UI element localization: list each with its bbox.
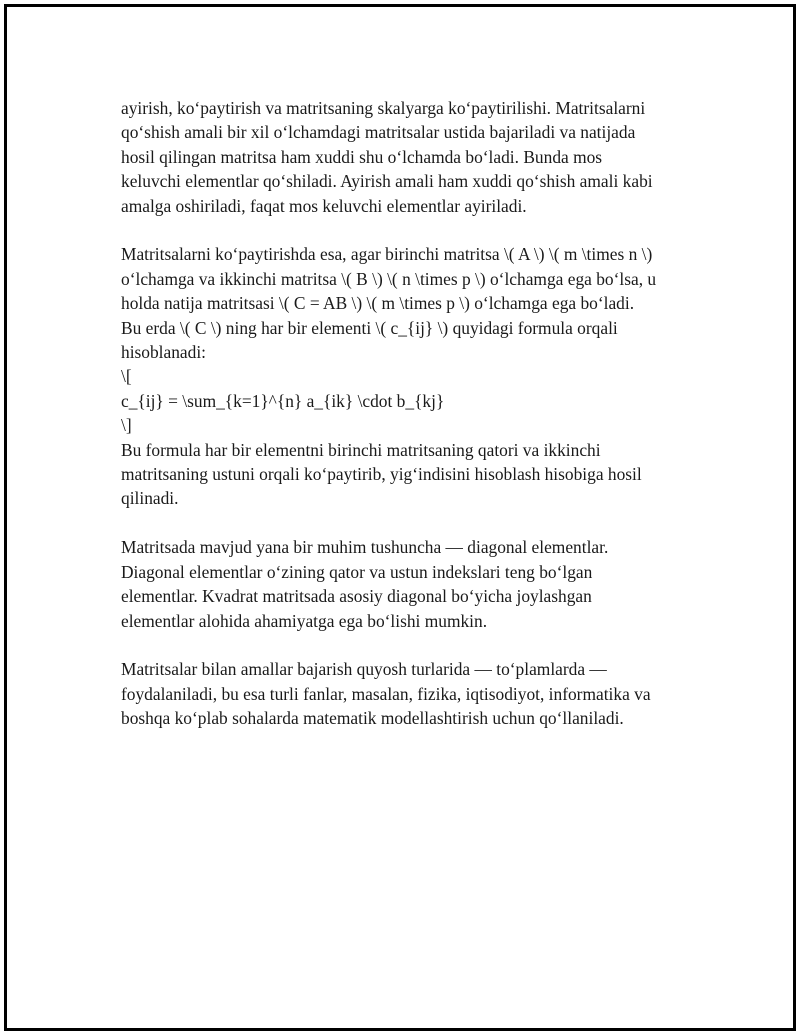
paragraph-applications bbox=[121, 657, 701, 730]
text-line: Diagonal elementlar o‘zining qator va ustun indekslari teng bo‘lgan bbox=[121, 561, 593, 582]
paragraph-matrix-multiplication bbox=[121, 242, 701, 510]
formula-close: \] bbox=[121, 415, 132, 436]
text-line: foydalaniladi, bu esa turli fanlar, masalan, fizika, iqtisodiyot, informatika va bbox=[121, 683, 651, 704]
text-line: holda natija matritsasi \( C = AB \) \( m \times p \) o‘lchamga ega bo‘ladi. bbox=[121, 293, 635, 314]
text-line: o‘lchamga va ikkinchi matritsa \( B \) \( n \times p \) o‘lchamga ega bo‘lsa, u bbox=[121, 268, 657, 289]
text-line: elementlar alohida ahamiyatga ega bo‘lishi mumkin. bbox=[121, 610, 488, 631]
text-line: qo‘shish amali bir xil o‘lchamdagi matritsalar ustida bajariladi va natijada bbox=[121, 122, 636, 143]
text-line: Matritsalar bilan amallar bajarish quyosh turlarida — to‘plamlarda — bbox=[121, 659, 607, 680]
text-line: Bu erda \( C \) ning har bir elementi \( c_{ij} \) quyidagi formula orqali bbox=[121, 317, 618, 338]
text-line: Matritsalarni ko‘paytirishda esa, agar birinchi matritsa \( A \) \( m \times n \) bbox=[121, 244, 653, 265]
text-line: Bu formula har bir elementni birinchi matritsaning qatori va ikkinchi bbox=[121, 439, 601, 460]
text-line: ayirish, ko‘paytirish va matritsaning skalyarga ko‘paytirilishi. Matritsalarni bbox=[121, 98, 646, 118]
text-line: elementlar. Kvadrat matritsada asosiy diagonal bo‘yicha joylashgan bbox=[121, 586, 592, 607]
text-line: qilinadi. bbox=[121, 488, 179, 509]
paragraph-diagonal-elements bbox=[121, 535, 701, 633]
text-line: keluvchi elementlar qo‘shiladi. Ayirish amali ham xuddi qo‘shish amali kabi bbox=[121, 171, 653, 192]
page-frame bbox=[4, 4, 796, 1031]
formula-open: \[ bbox=[121, 366, 132, 387]
text-line: amalga oshiriladi, faqat mos keluvchi elementlar ayiriladi. bbox=[121, 195, 527, 216]
text-line: Matritsada mavjud yana bir muhim tushuncha — diagonal elementlar. bbox=[121, 537, 609, 558]
text-line: hosil qilingan matritsa ham xuddi shu o‘lchamda bo‘ladi. Bunda mos bbox=[121, 146, 603, 167]
text-line: hisoblanadi: bbox=[121, 342, 207, 363]
text-line: matritsaning ustuni orqali ko‘paytirib, yig‘indisini hisoblash hisobiga hosil bbox=[121, 464, 642, 485]
formula-line: c_{ij} = \sum_{k=1}^{n} a_{ik} \cdot b_{kj} bbox=[121, 390, 445, 411]
document-body bbox=[121, 96, 701, 755]
paragraph-matrix-addition bbox=[121, 96, 701, 218]
text-line: boshqa ko‘plab sohalarda matematik modellashtirish uchun qo‘llaniladi. bbox=[121, 708, 624, 729]
